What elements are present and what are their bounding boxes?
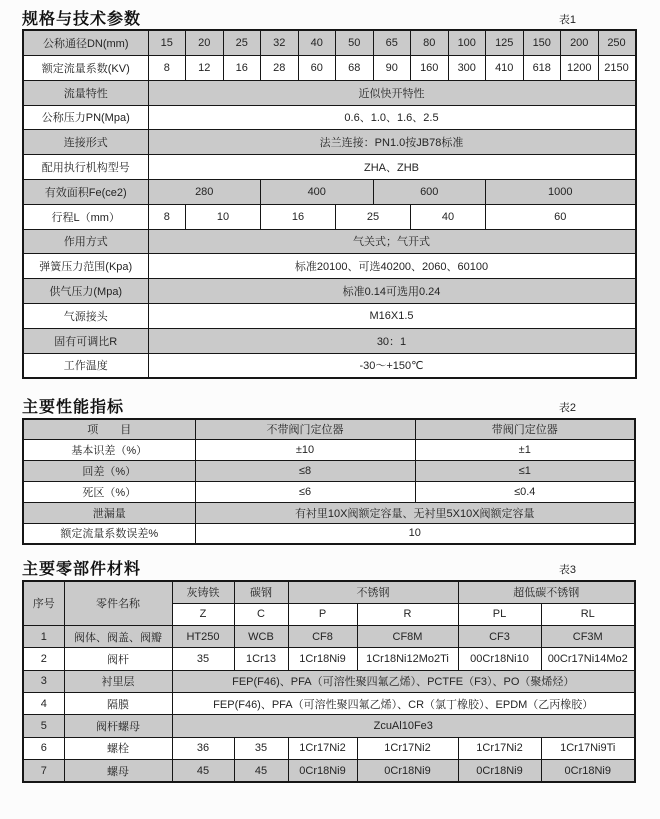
table-cell: 8 xyxy=(148,204,186,229)
row-value: 标准20100、可选40200、2060、60100 xyxy=(148,254,636,279)
part-name: 螺母 xyxy=(64,759,172,782)
table-cell: 250 xyxy=(598,30,636,55)
table-cell: CF3M xyxy=(541,626,635,648)
table-cell: CF8 xyxy=(288,626,357,648)
material-code: RL xyxy=(541,603,635,625)
material-code: PL xyxy=(458,603,541,625)
table-cell: ≤1 xyxy=(415,461,635,482)
table-cell: 1200 xyxy=(561,55,599,80)
table-row xyxy=(23,502,635,523)
table-row xyxy=(23,155,636,180)
row-label: 泄漏量 xyxy=(23,502,195,523)
table-cell: 0Cr18Ni9 xyxy=(288,759,357,782)
row-value: 有衬里10X阀额定容量、无衬里5X10X阀额定容量 xyxy=(195,502,635,523)
table-row xyxy=(23,204,636,229)
table-cell: 20 xyxy=(186,30,224,55)
column-header-no-positioner: 不带阀门定位器 xyxy=(195,419,415,440)
row-number: 5 xyxy=(23,715,64,737)
row-value: 标准0.14可选用0.24 xyxy=(148,279,636,304)
table-cell: 10 xyxy=(186,204,261,229)
row-value: 0.6、1.0、1.6、2.5 xyxy=(148,105,636,130)
table-row xyxy=(23,737,635,759)
table-cell: 0Cr18Ni9 xyxy=(357,759,458,782)
table3-tag: 表3 xyxy=(558,564,576,577)
part-name: 螺栓 xyxy=(64,737,172,759)
performance-table xyxy=(22,418,636,546)
section-spec-header xyxy=(22,10,634,29)
table-cell: 618 xyxy=(523,55,561,80)
row-number: 4 xyxy=(23,692,64,714)
column-header-item: 项 目 xyxy=(23,419,195,440)
table-cell: 35 xyxy=(234,737,288,759)
table-cell: 100 xyxy=(448,30,486,55)
row-label: 回差（%） xyxy=(23,461,195,482)
column-header-part: 零件名称 xyxy=(64,581,172,626)
row-label: 额定流量系数(KV) xyxy=(23,55,148,80)
table-cell: 150 xyxy=(523,30,561,55)
material-code: R xyxy=(357,603,458,625)
table-cell: 125 xyxy=(486,30,524,55)
table-cell: 00Cr18Ni10 xyxy=(458,648,541,670)
table-cell: CF3 xyxy=(458,626,541,648)
table-row xyxy=(23,626,635,648)
table-row xyxy=(23,692,635,714)
spec-table xyxy=(22,29,637,379)
table-cell: 60 xyxy=(298,55,336,80)
table-row xyxy=(23,30,636,55)
table-cell: 12 xyxy=(186,55,224,80)
row-value: 法兰连接：PN1.0按JB78标准 xyxy=(148,130,636,155)
row-label: 公称压力PN(Mpa) xyxy=(23,105,148,130)
table-cell: 600 xyxy=(373,179,486,204)
table-cell: 1Cr17Ni2 xyxy=(357,737,458,759)
row-number: 2 xyxy=(23,648,64,670)
table-cell: WCB xyxy=(234,626,288,648)
row-label: 流量特性 xyxy=(23,80,148,105)
column-header-no: 序号 xyxy=(23,581,64,626)
table-cell: 25 xyxy=(223,30,261,55)
table-cell: 40 xyxy=(298,30,336,55)
column-header-gray-iron: 灰铸铁 xyxy=(172,581,234,604)
table-cell: 2150 xyxy=(598,55,636,80)
table-row xyxy=(23,105,636,130)
row-value: -30～+150℃ xyxy=(148,353,636,378)
table-row xyxy=(23,440,635,461)
table-cell: HT250 xyxy=(172,626,234,648)
row-label: 行程L（mm） xyxy=(23,204,148,229)
material-code: P xyxy=(288,603,357,625)
table-cell: 35 xyxy=(172,648,234,670)
table-cell: 200 xyxy=(561,30,599,55)
row-label: 额定流量系数误差% xyxy=(23,523,195,544)
table-cell: 25 xyxy=(336,204,411,229)
table-cell: 00Cr17Ni14Mo2 xyxy=(541,648,635,670)
section-materials-header xyxy=(22,560,634,579)
table-row xyxy=(23,279,636,304)
table-cell: 45 xyxy=(234,759,288,782)
row-label: 作用方式 xyxy=(23,229,148,254)
table-cell: 1Cr17Ni9Ti xyxy=(541,737,635,759)
table-row xyxy=(23,179,636,204)
material-code: Z xyxy=(172,603,234,625)
table-header-row xyxy=(23,581,635,604)
row-number: 1 xyxy=(23,626,64,648)
row-value: FEP(F46)、PFA（可溶性聚四氟乙烯）、CR（氯丁橡胶）、EPDM（乙丙橡胶） xyxy=(172,692,635,714)
materials-table xyxy=(22,580,636,784)
table-cell: 300 xyxy=(448,55,486,80)
row-value: ZcuAl10Fe3 xyxy=(172,715,635,737)
row-value: 气关式；气开式 xyxy=(148,229,636,254)
section-perf-header xyxy=(22,398,634,417)
table-row xyxy=(23,80,636,105)
column-header-with-positioner: 带阀门定位器 xyxy=(415,419,635,440)
row-label: 工作温度 xyxy=(23,353,148,378)
part-name: 阀体、阀盖、阀瓣 xyxy=(64,626,172,648)
table-cell: 1000 xyxy=(486,179,636,204)
table-cell: 1Cr18Ni9 xyxy=(288,648,357,670)
part-name: 阀杆 xyxy=(64,648,172,670)
table1-tag: 表1 xyxy=(558,14,576,26)
table-cell: 1Cr17Ni2 xyxy=(288,737,357,759)
row-label: 气源接头 xyxy=(23,303,148,328)
table-cell: ±1 xyxy=(415,440,635,461)
table-cell: ±10 xyxy=(195,440,415,461)
table-cell: 16 xyxy=(261,204,336,229)
table-cell: 90 xyxy=(373,55,411,80)
table-row xyxy=(23,523,635,544)
column-header-ultra-low-carbon: 超低碳不锈钢 xyxy=(458,581,635,604)
table-row xyxy=(23,481,635,502)
table-row xyxy=(23,353,636,378)
table-cell: 28 xyxy=(261,55,299,80)
column-header-stainless: 不锈钢 xyxy=(288,581,458,604)
row-label: 基本识差（%） xyxy=(23,440,195,461)
row-number: 6 xyxy=(23,737,64,759)
section-perf-title: 主要性能指标 xyxy=(22,399,125,417)
row-value: 近似快开特性 xyxy=(148,80,636,105)
table-cell: 50 xyxy=(336,30,374,55)
table-cell: 68 xyxy=(336,55,374,80)
table-row xyxy=(23,670,635,692)
table-row xyxy=(23,55,636,80)
row-label: 配用执行机构型号 xyxy=(23,155,148,180)
table-cell: CF8M xyxy=(357,626,458,648)
table-cell: 280 xyxy=(148,179,261,204)
table-cell: ≤6 xyxy=(195,481,415,502)
section-spec-title: 规格与技术参数 xyxy=(22,11,142,28)
row-label: 死区（%） xyxy=(23,481,195,502)
material-code: C xyxy=(234,603,288,625)
row-value: FEP(F46)、PFA（可溶性聚四氟乙烯）、PCTFE（F3）、PO（聚烯烃） xyxy=(172,670,635,692)
row-label: 供气压力(Mpa) xyxy=(23,279,148,304)
table-cell: 1Cr13 xyxy=(234,648,288,670)
row-value: M16X1.5 xyxy=(148,303,636,328)
table-cell: 16 xyxy=(223,55,261,80)
table-cell: 15 xyxy=(148,30,186,55)
table-cell: ≤0.4 xyxy=(415,481,635,502)
table-row xyxy=(23,328,636,353)
row-number: 3 xyxy=(23,670,64,692)
row-value: 10 xyxy=(195,523,635,544)
table-row xyxy=(23,229,636,254)
row-number: 7 xyxy=(23,759,64,782)
table-cell: 1Cr17Ni2 xyxy=(458,737,541,759)
part-name: 衬里层 xyxy=(64,670,172,692)
table-cell: 0Cr18Ni9 xyxy=(458,759,541,782)
table-cell: 32 xyxy=(261,30,299,55)
table-row xyxy=(23,303,636,328)
table-cell: 45 xyxy=(172,759,234,782)
table-cell: ≤8 xyxy=(195,461,415,482)
part-name: 隔膜 xyxy=(64,692,172,714)
table-cell: 410 xyxy=(486,55,524,80)
table-row xyxy=(23,715,635,737)
table-row xyxy=(23,461,635,482)
table-cell: 40 xyxy=(411,204,486,229)
column-header-carbon-steel: 碳钢 xyxy=(234,581,288,604)
row-label: 弹簧压力范围(Kpa) xyxy=(23,254,148,279)
table-cell: 400 xyxy=(261,179,374,204)
table-row xyxy=(23,254,636,279)
table-cell: 160 xyxy=(411,55,449,80)
table2-tag: 表2 xyxy=(558,402,576,415)
row-label: 连接形式 xyxy=(23,130,148,155)
table-cell: 8 xyxy=(148,55,186,80)
section-materials-title: 主要零部件材料 xyxy=(22,561,142,579)
table-cell: 80 xyxy=(411,30,449,55)
table-row xyxy=(23,759,635,782)
row-value: ZHA、ZHB xyxy=(148,155,636,180)
part-name: 阀杆螺母 xyxy=(64,715,172,737)
row-value: 30：1 xyxy=(148,328,636,353)
table-cell: 1Cr18Ni12Mo2Ti xyxy=(357,648,458,670)
table-cell: 60 xyxy=(486,204,636,229)
table-row xyxy=(23,130,636,155)
row-label: 固有可调比R xyxy=(23,328,148,353)
table-cell: 0Cr18Ni9 xyxy=(541,759,635,782)
table-row xyxy=(23,648,635,670)
table-cell: 36 xyxy=(172,737,234,759)
table-header-row xyxy=(23,419,635,440)
row-label: 公称通径DN(mm) xyxy=(23,30,148,55)
table-cell: 65 xyxy=(373,30,411,55)
row-label: 有效面积Fe(ce2) xyxy=(23,179,148,204)
